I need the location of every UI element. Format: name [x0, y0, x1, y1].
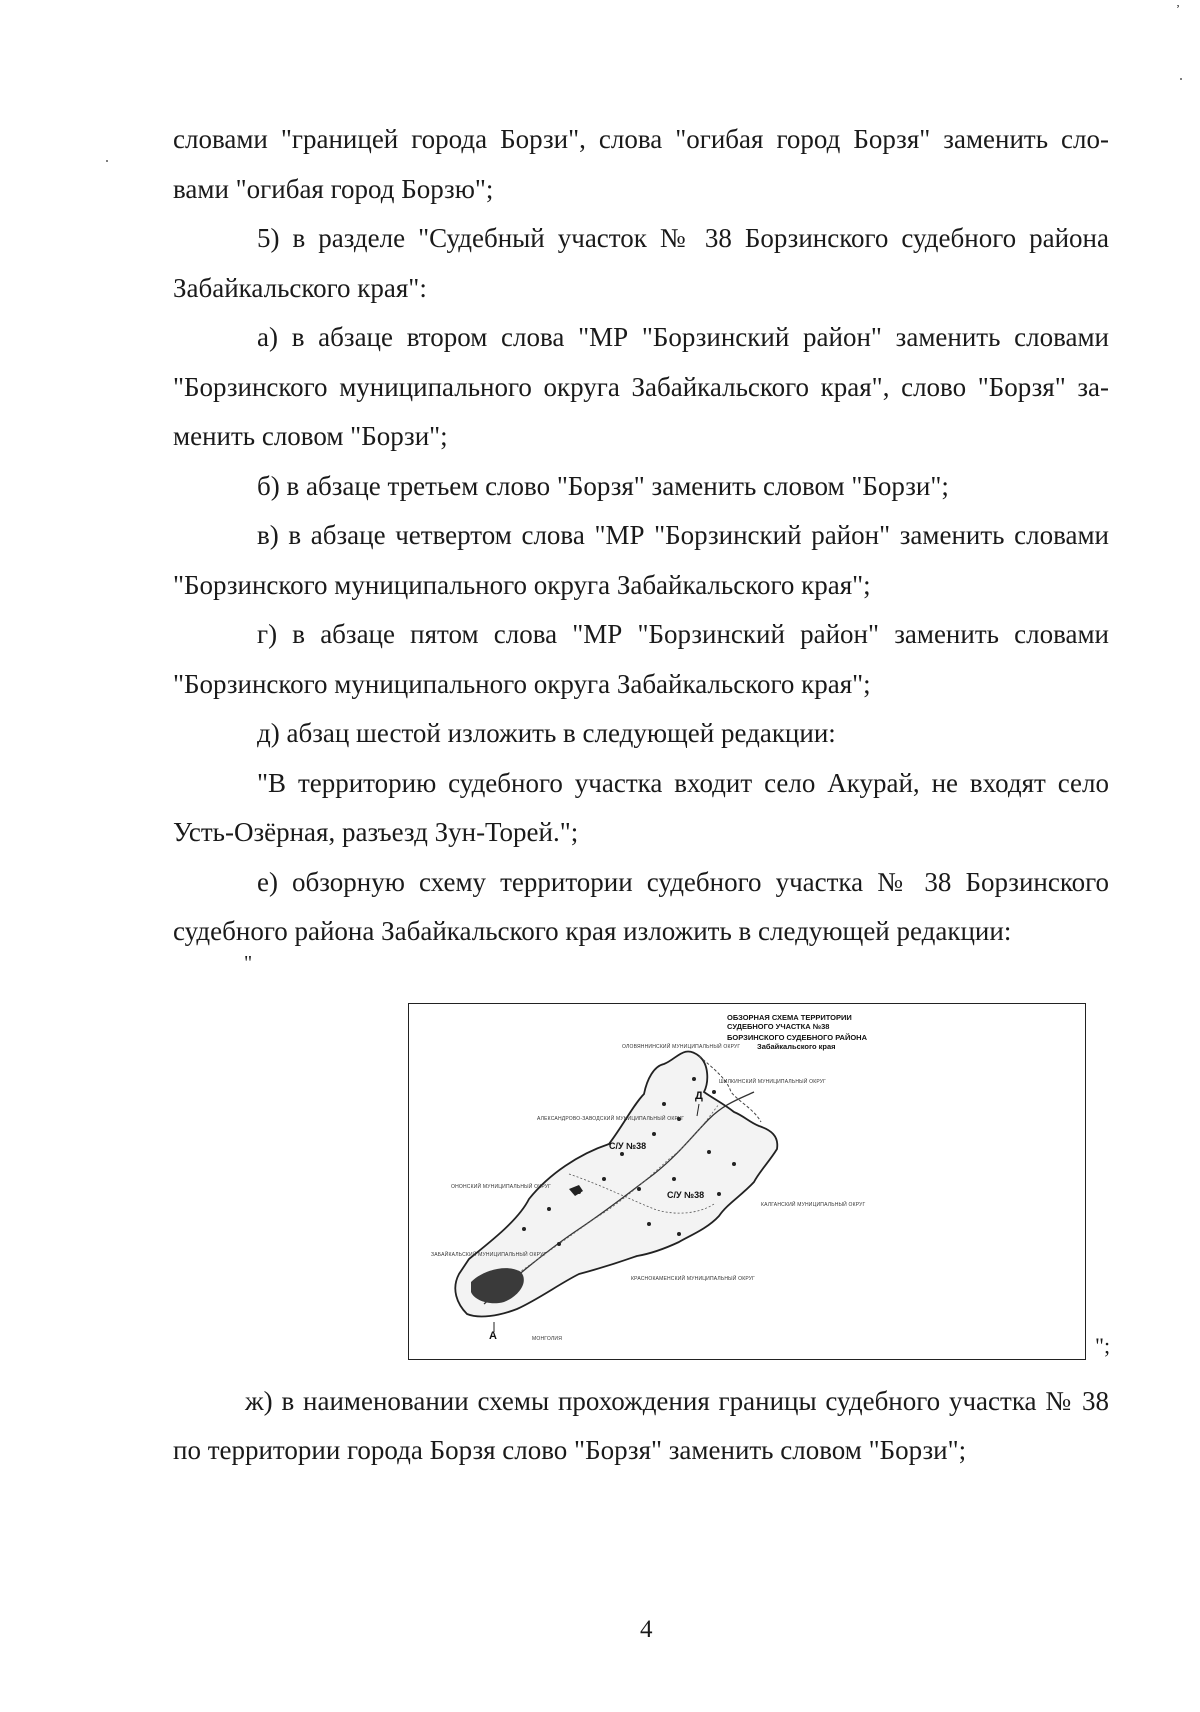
paragraph-line: а) в абзаце втором слова "МР "Борзинский район" заменить словами	[257, 322, 1109, 352]
district-label: КРАСНОКАМЕНСКИЙ МУНИЦИПАЛЬНЫЙ ОКРУГ	[631, 1276, 756, 1282]
court-area-label: С/У №38	[667, 1190, 705, 1200]
paragraph-line: д) абзац шестой изложить в следующей редакции:	[257, 718, 836, 748]
settlement-marker	[547, 1207, 551, 1211]
paragraph-line: Забайкальского края":	[173, 273, 427, 303]
settlement-marker	[712, 1090, 716, 1094]
district-label: ОЛОВЯННИНСКИЙ МУНИЦИПАЛЬНЫЙ ОКРУГ	[622, 1044, 741, 1050]
court-area-label: С/У №38	[609, 1141, 647, 1151]
paragraph-line: "В территорию судебного участка входит село Акурай, не входят село	[257, 768, 1109, 798]
district-label: ШИЛКИНСКИЙ МУНИЦИПАЛЬНЫЙ ОКРУГ	[719, 1079, 827, 1085]
settlement-marker	[662, 1102, 666, 1106]
map-title	[727, 1014, 867, 1052]
map-title-line: БОРЗИНСКОГО СУДЕБНОГО РАЙОНА	[727, 1033, 868, 1043]
territory-map-svg	[409, 1004, 1084, 1358]
settlement-marker	[672, 1177, 676, 1181]
settlement-marker	[652, 1132, 656, 1136]
map-title-line: Забайкальского края	[757, 1041, 836, 1051]
page-number: 4	[640, 1616, 653, 1643]
paragraph-line: б) в абзаце третьем слово "Борзя" заменить словом "Борзи";	[257, 471, 949, 501]
open-quote-mark: "	[244, 952, 253, 974]
paragraph-line: в) в абзаце четвертом слова "МР "Борзинский район" заменить словами	[257, 520, 1109, 550]
paragraph-line: 5) в разделе "Судебный участок № 38 Борзинского судебного района	[257, 223, 1109, 253]
scan-speck	[1180, 78, 1182, 80]
settlement-marker	[677, 1232, 681, 1236]
district-label: АЛЕКСАНДРОВО-ЗАВОДСКИЙ МУНИЦИПАЛЬНЫЙ ОКРУГ	[537, 1116, 685, 1122]
paragraph-line: ж) в наименовании схемы прохождения границы судебного участка № 38	[245, 1386, 1109, 1416]
paragraph-line: судебного района Забайкальского края изложить в следующей редакции:	[173, 916, 1012, 946]
settlement-marker	[707, 1150, 711, 1154]
settlement-marker	[692, 1077, 696, 1081]
paragraph-line: е) обзорную схему территории судебного участка № 38 Борзинского	[257, 867, 1109, 897]
boundary-point-label: Д	[695, 1090, 703, 1102]
settlement-marker	[647, 1222, 651, 1226]
close-quote-mark: ";	[1095, 1333, 1111, 1358]
settlement-marker	[732, 1162, 736, 1166]
paragraph-line: словами "границей города Борзи", слова "огибая город Борзя" заменить сло-	[173, 124, 1109, 154]
map-title-line: ОБЗОРНАЯ СХЕМА ТЕРРИТОРИИ	[727, 1013, 852, 1022]
paragraph-line: по территории города Борзя слово "Борзя" заменить словом "Борзи";	[173, 1435, 967, 1465]
settlement-marker	[637, 1187, 641, 1191]
district-label: ОНОНСКИЙ МУНИЦИПАЛЬНЫЙ ОКРУГ	[451, 1184, 552, 1190]
settlement-marker	[620, 1152, 624, 1156]
paragraph-line: "Борзинского муниципального округа Забайкальского края", слово "Борзя" за-	[173, 372, 1109, 402]
map-title-line: СУДЕБНОГО УЧАСТКА №38	[727, 1021, 830, 1031]
territory-scheme-figure	[408, 1003, 1086, 1360]
paragraph-line: менить словом "Борзи";	[173, 421, 448, 451]
district-label: КАЛГАНСКИЙ МУНИЦИПАЛЬНЫЙ ОКРУГ	[761, 1202, 866, 1208]
paragraph-line: вами "огибая город Борзю";	[173, 174, 494, 204]
settlement-marker	[717, 1192, 721, 1196]
paragraph-line: "Борзинского муниципального округа Забайкальского края";	[173, 570, 871, 600]
settlement-marker	[557, 1242, 561, 1246]
settlement-marker	[602, 1177, 606, 1181]
paragraph-line: "Борзинского муниципального округа Забайкальского края";	[173, 669, 871, 699]
scan-mark: ʼ	[1176, 2, 1180, 16]
paragraph-line: г) в абзаце пятом слова "МР "Борзинский район" заменить словами	[257, 619, 1109, 649]
settlement-marker	[522, 1227, 526, 1231]
scan-speck	[106, 160, 108, 162]
district-label: ЗАБАЙКАЛЬСКИЙ МУНИЦИПАЛЬНЫЙ ОКРУГ	[431, 1252, 547, 1258]
paragraph-line: Усть-Озёрная, разъезд Зун-Торей.";	[173, 817, 579, 847]
boundary-point-label: А	[489, 1330, 497, 1342]
district-label: МОНГОЛИЯ	[532, 1336, 563, 1342]
